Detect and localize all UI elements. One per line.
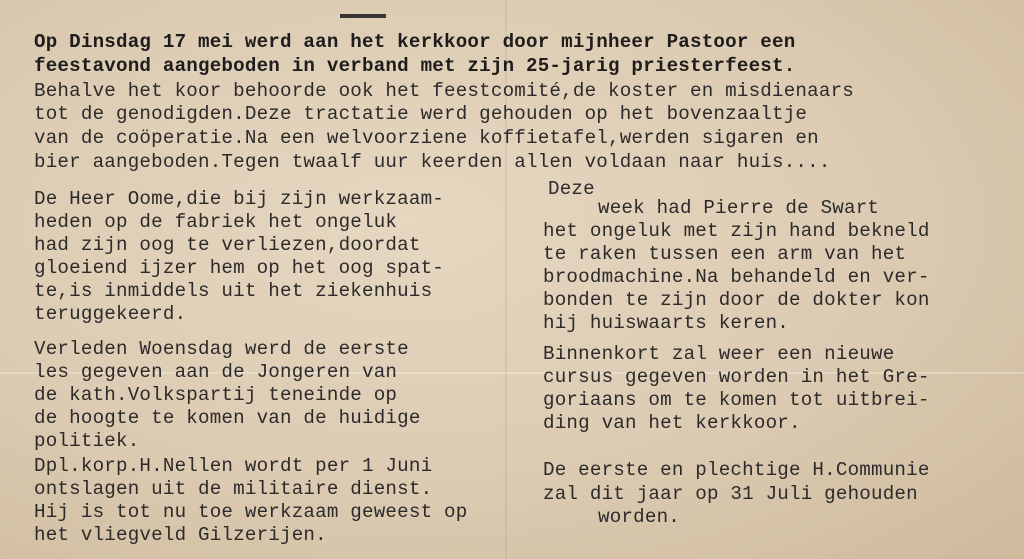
text-line: teruggekeerd. <box>34 303 187 325</box>
text-line: de kath.Volkspartij teneinde op <box>34 384 398 406</box>
text-line: hij huiswaarts keren. <box>543 312 790 334</box>
intro-line: tot de genodigden.Deze tractatie werd gehouden op het bovenzaaltje <box>34 103 808 125</box>
text-line: zal dit jaar op 31 Juli gehouden <box>543 483 918 505</box>
text-line: week had Pierre de Swart <box>598 197 880 219</box>
text-line: Verleden Woensdag werd de eerste <box>34 338 409 360</box>
intro-line: feestavond aangeboden in verband met zijn 25-jarig priesterfeest. <box>34 55 796 77</box>
text-line: les gegeven aan de Jongeren van <box>34 361 398 383</box>
text-line: de hoogte te komen van de huidige <box>34 407 421 429</box>
text-line: Binnenkort zal weer een nieuwe <box>543 343 895 365</box>
intro-line: van de coöperatie.Na een welvoorziene koffietafel,werden sigaren en <box>34 127 819 149</box>
text-line: De eerste en plechtige H.Communie <box>543 459 930 481</box>
text-line: had zijn oog te verliezen,doordat <box>34 234 421 256</box>
text-line: te raken tussen een arm van het <box>543 243 907 265</box>
text-line: te,is inmiddels uit het ziekenhuis <box>34 280 433 302</box>
text-line: worden. <box>598 506 681 528</box>
intro-line: Behalve het koor behoorde ook het feestcomité,de koster en misdienaars <box>34 80 855 102</box>
intro-line: bier aangeboden.Tegen twaalf uur keerden allen voldaan naar huis.... <box>34 151 831 173</box>
text-line: broodmachine.Na behandeld en ver- <box>543 266 930 288</box>
text-line: ontslagen uit de militaire dienst. <box>34 478 433 500</box>
text-line: het vliegveld Gilzerijen. <box>34 524 327 546</box>
text-line: De Heer Oome,die bij zijn werkzaam- <box>34 188 445 210</box>
text-line: Deze <box>548 178 595 200</box>
text-line: politiek. <box>34 430 140 452</box>
text-line: goriaans om te komen tot uitbrei- <box>543 389 930 411</box>
text-line: Hij is tot nu toe werkzaam geweest op <box>34 501 468 523</box>
text-line: het ongeluk met zijn hand bekneld <box>543 220 930 242</box>
text-line: ding van het kerkkoor. <box>543 412 801 434</box>
text-line: gloeiend ijzer hem op het oog spat- <box>34 257 445 279</box>
text-line: Dpl.korp.H.Nellen wordt per 1 Juni <box>34 455 433 477</box>
text-line: bonden te zijn door de dokter kon <box>543 289 930 311</box>
intro-line: Op Dinsdag 17 mei werd aan het kerkkoor door mijnheer Pastoor een <box>34 31 796 53</box>
text-line: heden op de fabriek het ongeluk <box>34 211 398 233</box>
typewriter-mark <box>340 14 386 18</box>
text-line: cursus gegeven worden in het Gre- <box>543 366 930 388</box>
